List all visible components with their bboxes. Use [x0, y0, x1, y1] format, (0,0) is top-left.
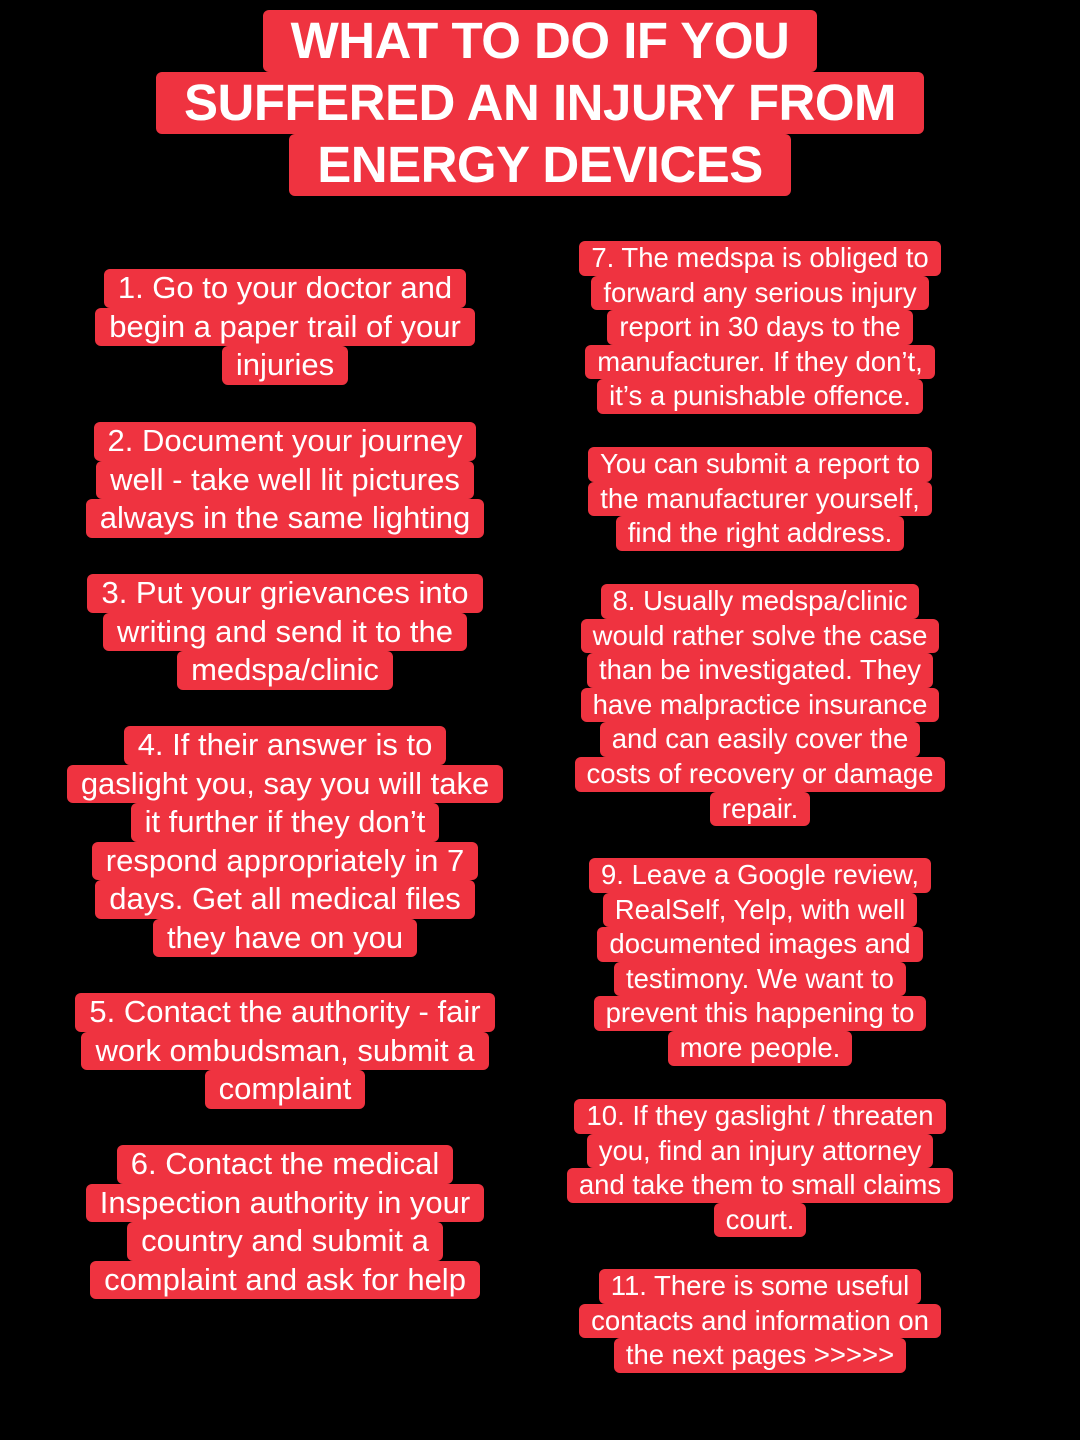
step-line: you, find an injury attorney — [587, 1134, 934, 1169]
step-line: more people. — [668, 1031, 853, 1066]
step-line: testimony. We want to — [614, 962, 906, 997]
step-line: medspa/clinic — [177, 651, 393, 690]
step-1-card — [40, 269, 530, 385]
step-line: it’s a punishable offence. — [597, 379, 923, 414]
step-line: the next pages >>>>> — [614, 1338, 906, 1373]
step-line: contacts and information on — [579, 1304, 941, 1339]
step-line: complaint and ask for help — [90, 1261, 480, 1300]
step-line: forward any serious injury — [591, 276, 928, 311]
title-line: SUFFERED AN INJURY FROM — [156, 72, 924, 134]
step-11-card — [545, 1269, 975, 1373]
step-line: find the right address. — [616, 516, 904, 551]
step-6-card — [40, 1145, 530, 1299]
step-line: days. Get all medical files — [95, 880, 474, 919]
step-line: 3. Put your grievances into — [87, 574, 482, 613]
step-2-card — [40, 422, 530, 538]
step-line: have malpractice insurance — [581, 688, 940, 723]
step-line: and can easily cover the — [600, 722, 921, 757]
step-4-card — [40, 726, 530, 957]
step-line: always in the same lighting — [86, 499, 484, 538]
title-line: ENERGY DEVICES — [289, 134, 791, 196]
step-3-card — [40, 574, 530, 690]
step-line: complaint — [205, 1070, 366, 1109]
step-line: would rather solve the case — [581, 619, 940, 654]
step-line: Inspection authority in your — [86, 1184, 485, 1223]
step-line: RealSelf, Yelp, with well — [603, 893, 917, 928]
step-line: documented images and — [597, 927, 922, 962]
step-line: 5. Contact the authority - fair — [75, 993, 494, 1032]
step-line: writing and send it to the — [103, 613, 467, 652]
step-line: respond appropriately in 7 — [92, 842, 478, 881]
step-line: begin a paper trail of your — [95, 308, 475, 347]
step-line: 9. Leave a Google review, — [589, 858, 931, 893]
step-7-card — [545, 241, 975, 414]
step-line: the manufacturer yourself, — [588, 482, 931, 517]
step-line: report in 30 days to the — [607, 310, 912, 345]
step-line: 10. If they gaslight / threaten — [574, 1099, 945, 1134]
page-title — [0, 10, 1080, 196]
step-line: You can submit a report to — [588, 447, 932, 482]
step-line: 1. Go to your doctor and — [104, 269, 466, 308]
step-line: 7. The medspa is obliged to — [579, 241, 940, 276]
step-line: 4. If their answer is to — [124, 726, 447, 765]
step-5-card — [40, 993, 530, 1109]
step-8-card — [545, 584, 975, 826]
report-note-card — [545, 447, 975, 551]
title-line: WHAT TO DO IF YOU — [263, 10, 818, 72]
step-line: work ombudsman, submit a — [81, 1032, 488, 1071]
step-line: than be investigated. They — [587, 653, 933, 688]
step-line: they have on you — [153, 919, 417, 958]
step-line: 6. Contact the medical — [117, 1145, 453, 1184]
step-line: gaslight you, say you will take — [67, 765, 503, 804]
step-line: it further if they don’t — [131, 803, 440, 842]
step-line: court. — [714, 1203, 807, 1238]
step-line: 8. Usually medspa/clinic — [601, 584, 920, 619]
step-10-card — [545, 1099, 975, 1237]
step-line: injuries — [222, 346, 348, 385]
step-line: well - take well lit pictures — [96, 461, 474, 500]
step-line: 2. Document your journey — [94, 422, 477, 461]
step-line: and take them to small claims — [567, 1168, 953, 1203]
step-9-card — [545, 858, 975, 1066]
step-line: prevent this happening to — [594, 996, 927, 1031]
step-line: country and submit a — [127, 1222, 443, 1261]
step-line: manufacturer. If they don’t, — [585, 345, 935, 380]
step-line: 11. There is some useful — [599, 1269, 922, 1304]
step-line: repair. — [710, 792, 810, 827]
step-line: costs of recovery or damage — [575, 757, 946, 792]
